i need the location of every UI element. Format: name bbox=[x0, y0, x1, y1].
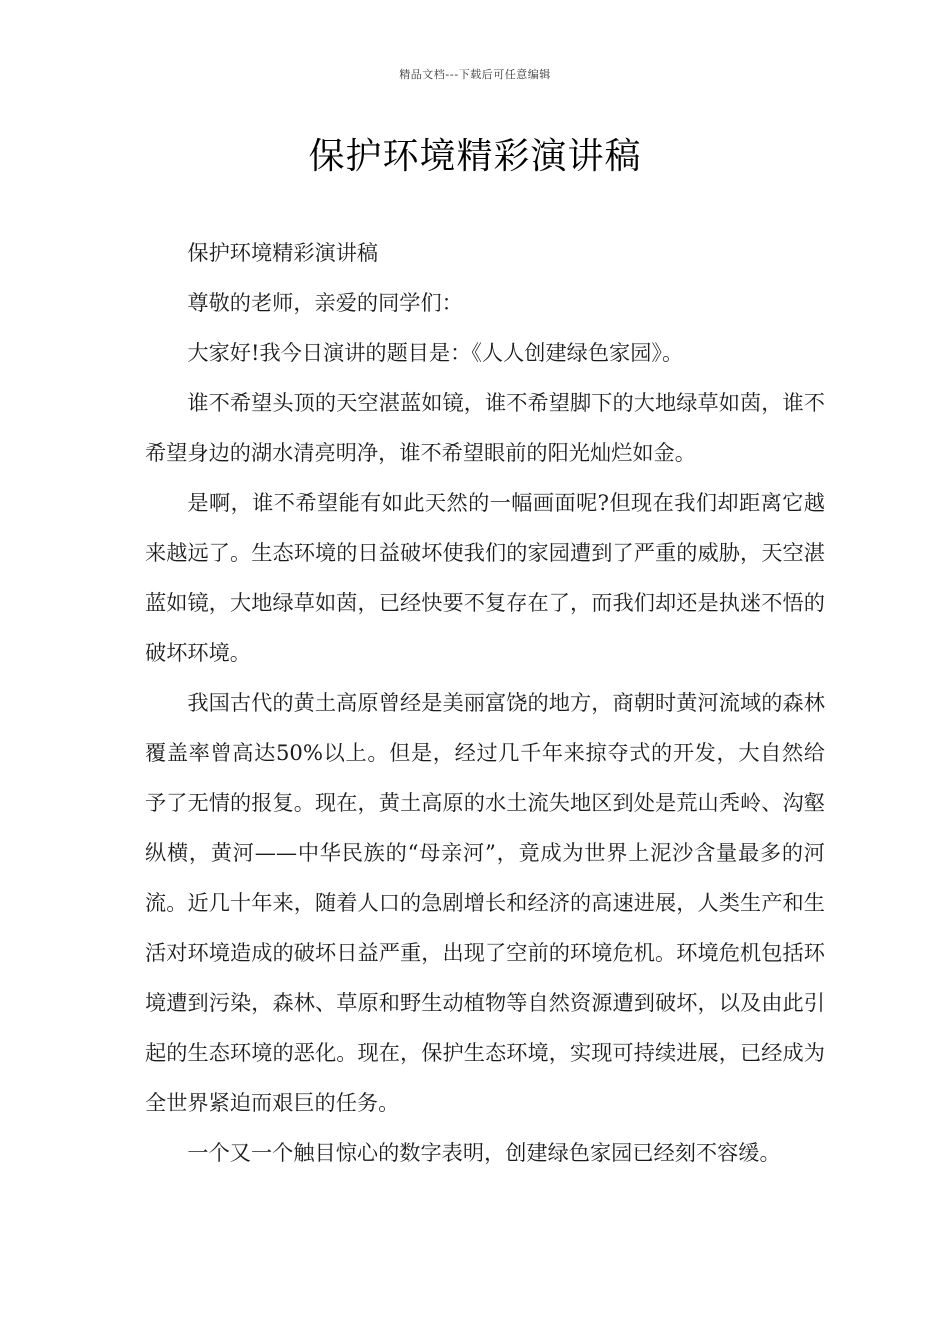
document-body bbox=[145, 228, 825, 1178]
paragraph: 谁不希望头顶的天空湛蓝如镜，谁不希望脚下的大地绿草如茵，谁不希望身边的湖水清亮明净，谁不希望眼前的阳光灿烂如金。 bbox=[145, 390, 825, 465]
paragraph: 是啊，谁不希望能有如此天然的一幅画面呢?但现在我们却距离它越来越远了。生态环境的日益破坏使我们的家园遭到了严重的威胁，天空湛蓝如镜，大地绿草如茵，已经快要不复存在了，而我们却还是执迷不悟的破坏环境。 bbox=[145, 490, 825, 665]
paragraph: 保护环境精彩演讲稿 bbox=[187, 240, 379, 265]
header-note: 精品文档---下载后可任意编辑 bbox=[399, 68, 551, 81]
paragraph: 我国古代的黄土高原曾经是美丽富饶的地方，商朝时黄河流域的森林覆盖率曾高达50%以上。但是，经过几千年来掠夺式的开发，大自然给予了无情的报复。现在，黄土高原的水土流失地区到处是荒山秃岭、沟壑纵横，黄河——中华民族的“母亲河”，竟成为世界上泥沙含量最多的河流。近几十年来，随着人口的急剧增长和经济的高速进展，人类生产和生活对环境造成的破坏日益严重，出现了空前的环境危机。环境危机包括环境遭到污染，森林、草原和野生动植物等自然资源遭到破坏，以及由此引起的生态环境的恶化。现在，保护生态环境，实现可持续进展，已经成为全世界紧迫而艰巨的任务。 bbox=[145, 690, 825, 1115]
paragraph: 尊敬的老师，亲爱的同学们： bbox=[187, 290, 463, 315]
paragraph: 一个又一个触目惊心的数字表明，创建绿色家园已经刻不容缓。 bbox=[187, 1140, 781, 1165]
document-title: 保护环境精彩演讲稿 bbox=[308, 136, 642, 177]
paragraph: 大家好!我今日演讲的题目是：《人人创建绿色家园》。 bbox=[187, 340, 684, 365]
